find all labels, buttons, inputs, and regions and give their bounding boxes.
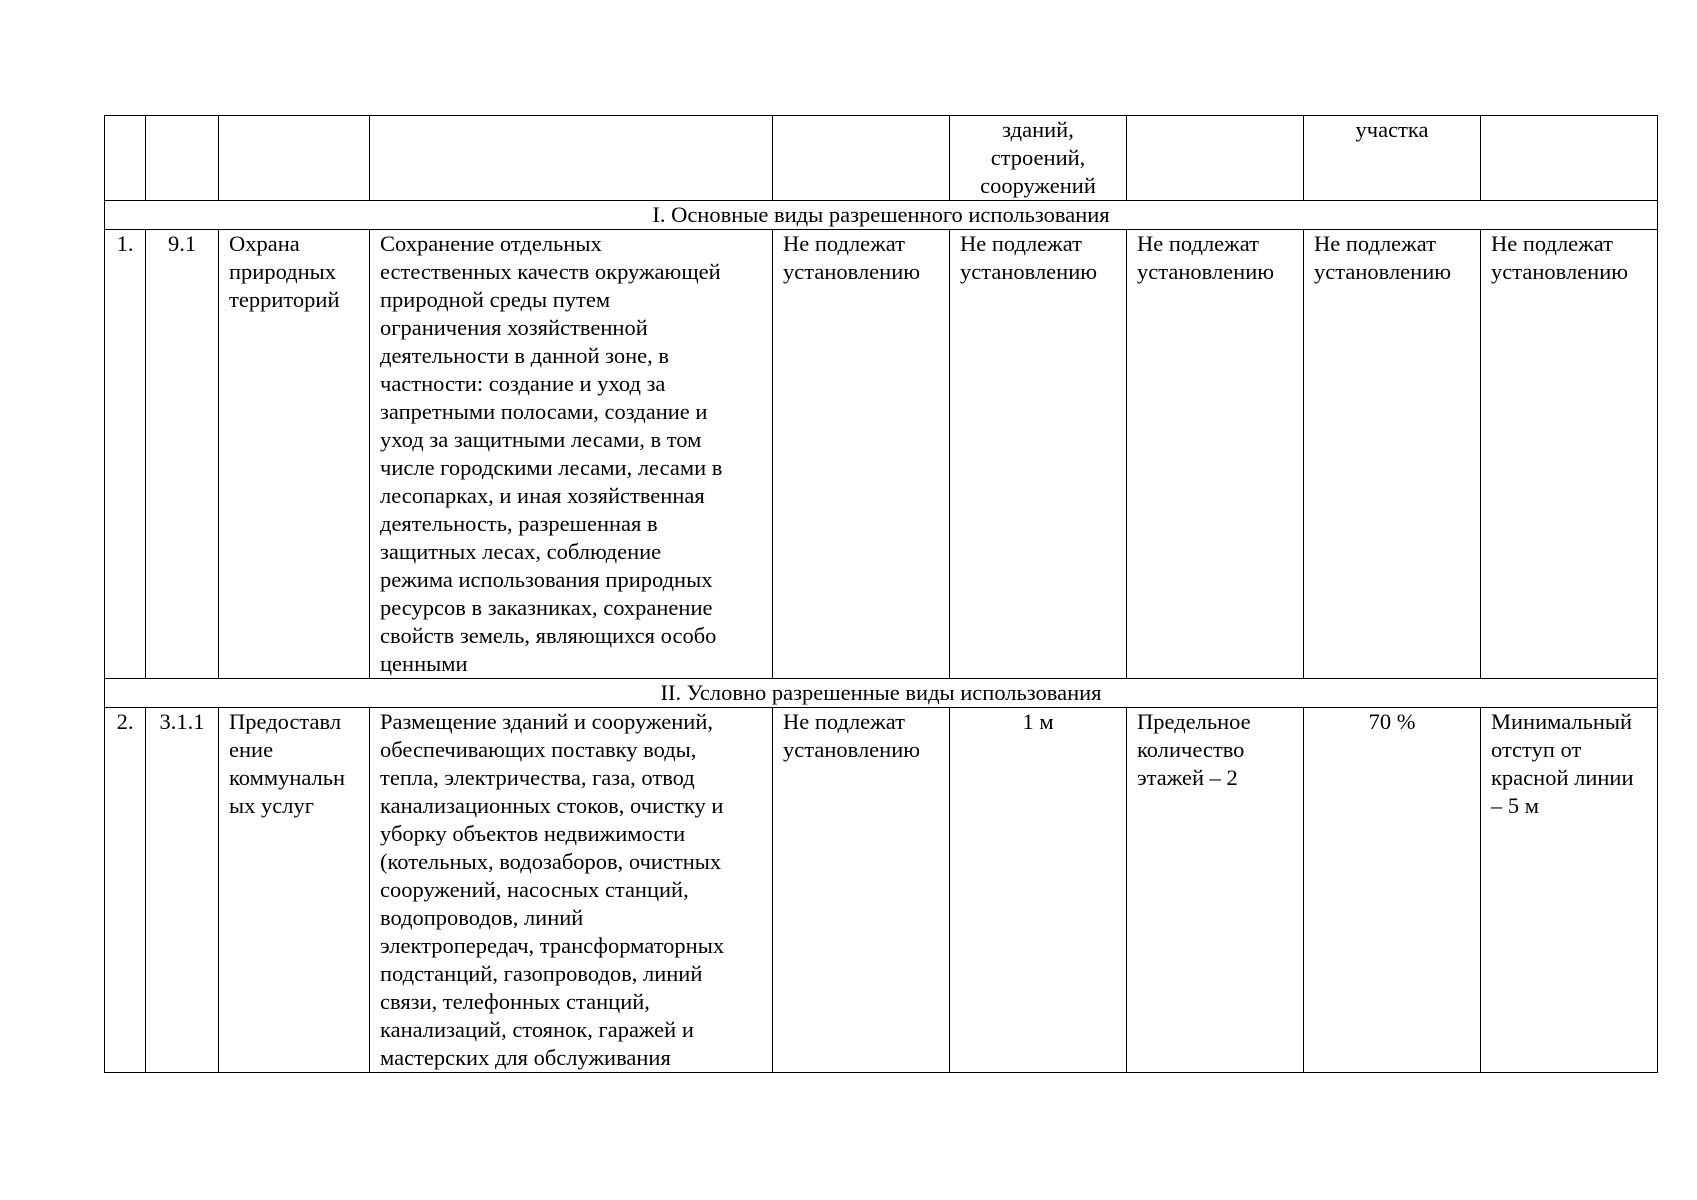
cell-col9: Не подлежат установлению [1481,230,1658,679]
table-row [105,708,1658,1073]
cell-col7: Не подлежат установлению [1127,230,1304,679]
header-cell [1481,116,1658,201]
cell-col8: Не подлежат установлению [1304,230,1481,679]
section-heading-row [105,201,1658,230]
section-title-conditional-uses: II. Условно разрешенные виды использования [105,679,1658,708]
section-heading-row [105,679,1658,708]
header-cell [105,116,146,201]
use-code: 3.1.1 [146,708,219,1073]
cell-col8: 70 % [1304,708,1481,1073]
header-cell-plot: участка [1304,116,1481,201]
header-cell [219,116,370,201]
row-index: 1. [105,230,146,679]
header-cell-buildings: зданий, строений, сооружений [950,116,1127,201]
cell-col5: Не подлежат установлению [773,708,950,1073]
use-code: 9.1 [146,230,219,679]
header-cell [1127,116,1304,201]
cell-col6: Не подлежат установлению [950,230,1127,679]
cell-col5: Не подлежат установлению [773,230,950,679]
cell-col7: Предельное количество этажей – 2 [1127,708,1304,1073]
use-description: Сохранение отдельных естественных качеств окружающей природной среды путем ограничения хозяйственной деятельности в данной зоне, в частности: создание и уход за запретными полосами, создание и уход за защитными лесами, в том числе городскими лесами, лесами в лесопарках, и иная хозяйственная деятельность, разрешенная в защитных лесах, соблюдение режима использования природных ресурсов в заказниках, сохранение свойств земель, являющихся особо ценными [370,230,773,679]
use-name: Охрана природных территорий [219,230,370,679]
header-cell [370,116,773,201]
cell-col9: Минимальный отступ от красной линии – 5 м [1481,708,1658,1073]
zoning-regulations-table [104,115,1658,1073]
use-description: Размещение зданий и сооружений, обеспечивающих поставку воды, тепла, электричества, газа, отвод канализационных стоков, очистку и уборку объектов недвижимости (котельных, водозаборов, очистных сооружений, насосных станций, водопроводов, линий электропередач, трансформаторных подстанций, газопроводов, линий связи, телефонных станций, канализаций, стоянок, гаражей и мастерских для обслуживания [370,708,773,1073]
section-title-main-uses: I. Основные виды разрешенного использования [105,201,1658,230]
table-header-continuation-row [105,116,1658,201]
cell-col6: 1 м [950,708,1127,1073]
use-name: Предоставл ение коммунальн ых услуг [219,708,370,1073]
table-row [105,230,1658,679]
header-cell [773,116,950,201]
row-index: 2. [105,708,146,1073]
header-cell [146,116,219,201]
